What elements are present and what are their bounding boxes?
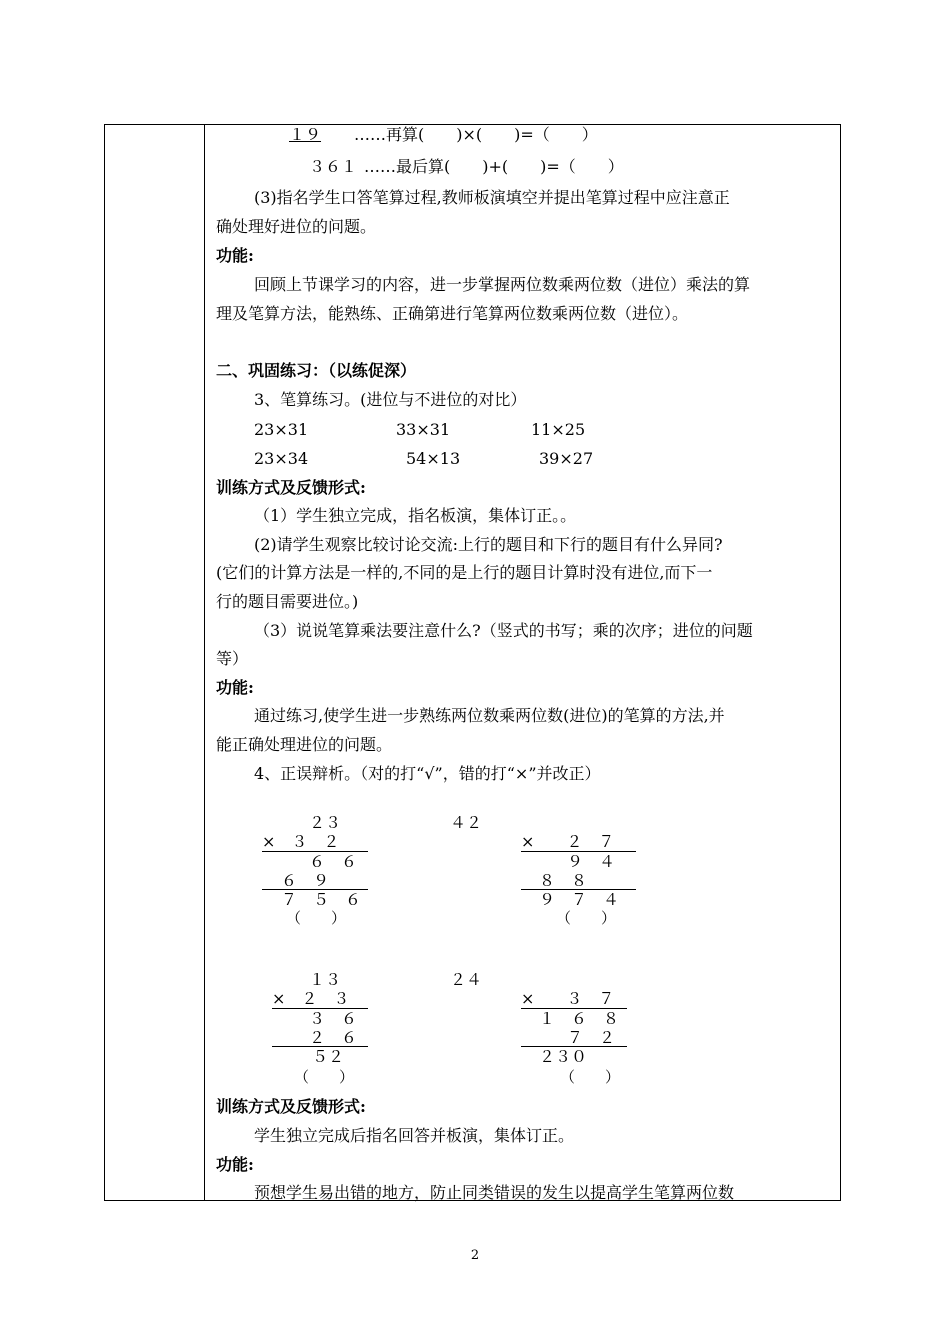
problem-b-result: ９ ７ ４	[539, 890, 620, 909]
problem-b-answer: （ ）	[556, 909, 617, 927]
problem-c-answer: （ ）	[294, 1068, 355, 1086]
problem-c-result: ５２	[312, 1047, 345, 1066]
problem-d-answer: （ ）	[560, 1068, 621, 1086]
training-step-2-c: 行的题目需要进位。)	[216, 592, 359, 611]
training-heading-2: 训练方式及反馈形式:	[216, 1097, 366, 1116]
calc-line-19: １９	[289, 125, 322, 144]
function-1-line-a: 回顾上节课学习的内容，进一步掌握两位数乘两位数（进位）乘法的算	[254, 275, 751, 294]
exercise-item: 23×34	[254, 449, 309, 468]
training-heading-1: 训练方式及反馈形式:	[216, 478, 366, 497]
function-heading-1: 功能:	[216, 246, 254, 265]
problem-a-top: ２３	[309, 813, 342, 832]
problem-b-multiplier: × ２ ７	[521, 832, 615, 851]
function-1-line-b: 理及笔算方法，能熟练、正确第进行笔算两位数乘两位数（进位）。	[216, 304, 689, 323]
function-2-line-b: 能正确处理进位的问题。	[216, 735, 393, 754]
calc-line-361: ３６１	[309, 157, 358, 176]
problem-d-result: ２３０	[539, 1047, 588, 1066]
column-divider	[204, 124, 205, 1201]
problem-a-result: ７ ５ ６	[281, 890, 362, 909]
training-step-4: 学生独立完成后指名回答并板演，集体订正。	[254, 1126, 575, 1145]
problem-a-answer: （ ）	[286, 909, 347, 927]
exercise-item: 54×13	[406, 449, 461, 468]
function-3-line-a: 预想学生易出错的地方，防止同类错误的发生以提高学生笔算两位数	[254, 1183, 735, 1202]
exercise-item: 33×31	[396, 420, 451, 439]
function-2-line-a: 通过练习,使学生进一步熟练两位数乘两位数(进位)的笔算的方法,并	[254, 706, 725, 725]
calc-line-19-text: ……再算( )×( )=（ ）	[354, 125, 598, 144]
exercise-4-title: 4、正误辩析。（对的打“√”，错的打“×”并改正）	[254, 764, 601, 783]
problem-b-top: ４２	[450, 813, 483, 832]
step3-line-a: (3)指名学生口答笔算过程,教师板演填空并提出笔算过程中应注意正	[254, 188, 730, 207]
problem-c-partial-2: ２ ６	[309, 1028, 358, 1047]
problem-d-partial-2: ７ ２	[567, 1028, 616, 1047]
exercise-item: 39×27	[539, 449, 594, 468]
problem-c-partial-1: ３ ６	[309, 1009, 358, 1028]
training-step-1: （1）学生独立完成，指名板演，集体订正。。	[254, 506, 577, 525]
function-heading-2: 功能:	[216, 678, 254, 697]
problem-a-partial-2: ６ ９	[281, 871, 330, 890]
training-step-2-a: (2)请学生观察比较讨论交流:上行的题目和下行的题目有什么异同?	[254, 535, 723, 554]
step3-line-b: 确处理好进位的问题。	[216, 217, 377, 236]
problem-d-partial-1: １ ６ ８	[539, 1009, 620, 1028]
problem-b-partial-2: ８ ８	[539, 871, 588, 890]
problem-a-partial-1: ６ ６	[309, 852, 358, 871]
problem-d-multiplier: × ３ ７	[521, 989, 615, 1008]
training-step-2-b: (它们的计算方法是一样的,不同的是上行的题目计算时没有进位,而下一	[216, 563, 713, 582]
page-number: 2	[470, 1248, 480, 1263]
training-step-3-b: 等）	[216, 649, 249, 668]
problem-c-top: １３	[309, 970, 342, 989]
problem-c-multiplier: × ２ ３	[272, 989, 350, 1008]
section-heading: 二、巩固练习：（以练促深）	[216, 361, 417, 380]
problem-a-multiplier: × ３ ２	[262, 832, 340, 851]
function-heading-3: 功能:	[216, 1155, 254, 1174]
calc-line-361-text: ……最后算( )+( )=（ ）	[364, 157, 624, 176]
exercise-item: 11×25	[531, 420, 586, 439]
exercise-item: 23×31	[254, 420, 309, 439]
training-step-3-a: （3）说说笔算乘法要注意什么?（竖式的书写；乘的次序；进位的问题	[254, 621, 753, 640]
problem-b-partial-1: ９ ４	[567, 852, 616, 871]
exercise-3-title: 3、笔算练习。(进位与不进位的对比）	[254, 390, 527, 409]
problem-d-top: ２４	[450, 970, 483, 989]
